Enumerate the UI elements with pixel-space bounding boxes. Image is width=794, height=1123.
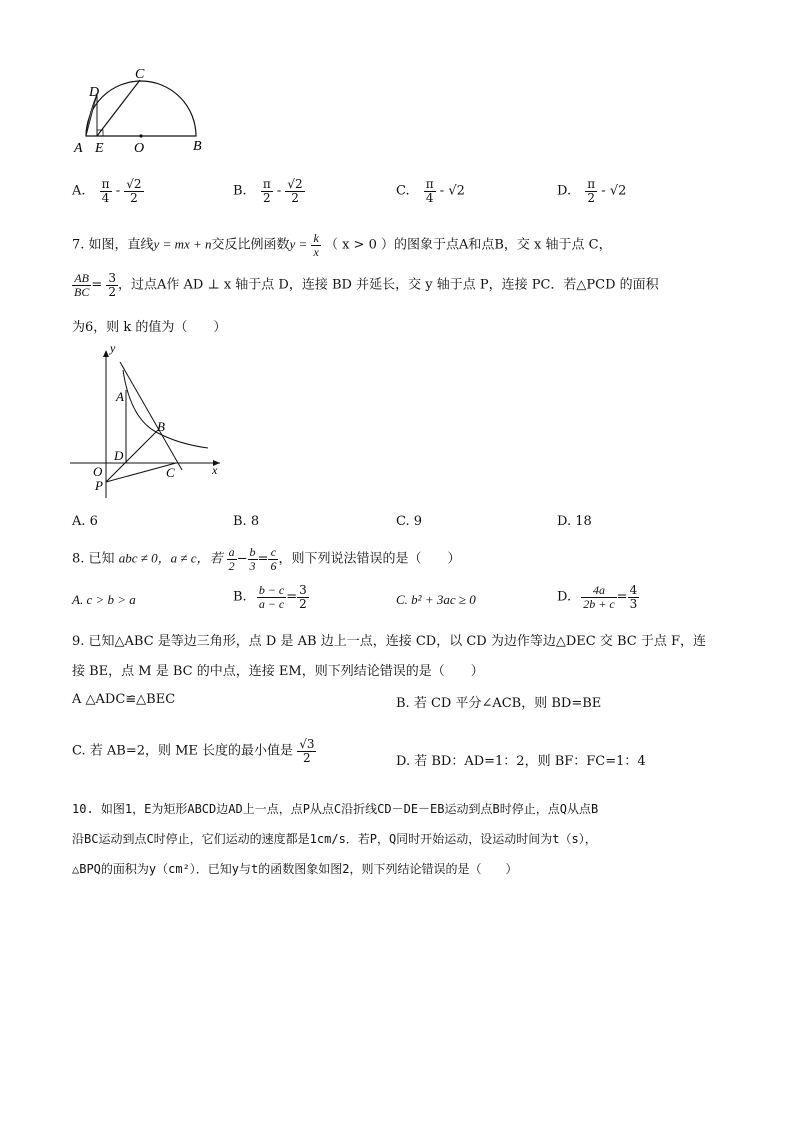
hyperbola-curve — [123, 370, 208, 448]
q9-option-c: C. 若 AB=2，则 ME 长度的最小值是 $\frac{√3}{2}$ — [72, 737, 315, 765]
q6-option-d: D. $\frac{\pi}{2}$ - √2 — [557, 177, 627, 205]
q8-option-b: B. $\frac{b - c}{a - c}$ = $\frac{3}{2}$ — [233, 583, 307, 611]
q9-line1: 9. 已知△ABC 是等边三角形，点 D 是 AB 边上一点，连接 CD，以 CD 为边作等边△DEC 交 BC 于点 F，连 — [72, 634, 706, 649]
label-c: C — [166, 465, 175, 480]
q8-option-d: D. $\frac{4a}{2b + c}$ = $\frac{4}{3}$ — [557, 583, 638, 611]
label-d: D — [89, 85, 100, 100]
q10-line2: 沿BC运动到点C时停止，它们运动的速度都是1cm/s．若P，Q同时开始运动，设运动时间为t（s）， — [72, 832, 597, 846]
label-p: P — [95, 478, 103, 493]
q7-line1: 7. 如图，直线y = mx + n交反比例函数y = $\frac{k}{x}$ （ x > 0 ）的图象于点A和点B，交 x 轴于点 C， — [72, 231, 612, 259]
center-point — [139, 134, 142, 137]
q9-option-d: D. 若 BD：AD=1：2，则 BF：FC=1：4 — [396, 754, 646, 769]
q8-option-a: A. c > b > a — [72, 592, 136, 607]
q6-option-b: B. $\frac{\pi}{2}$ - $\frac{√2}{2}$ — [233, 177, 303, 205]
label-a: A — [116, 389, 124, 404]
q7-line2: $\frac{AB}{BC}$ = $\frac{3}{2}$ ，过点A作 AD ⊥ x 轴于点 D，连接 BD 并延长，交 y 轴于点 P，连接 PC．若△PCD 的面积 — [74, 271, 659, 299]
q7-option-a: A. 6 — [72, 514, 98, 529]
shaded-region — [86, 94, 97, 136]
label-x: x — [212, 463, 218, 477]
semicircle-outline — [86, 81, 196, 136]
label-o: O — [93, 464, 103, 479]
label-b: B — [157, 419, 165, 434]
q8-option-c: C. b² + 3ac ≥ 0 — [396, 592, 476, 607]
semicircle-figure — [66, 64, 216, 156]
q8-stem: 8. 已知 abc ≠ 0，a ≠ c，若 $\frac{a}{2}$ − $\frac{b}{3}$ = $\frac{c}{6}$ ，则下列说法错误的是（ ） — [72, 545, 461, 573]
q7-option-c: C. 9 — [396, 514, 423, 529]
label-d: D — [114, 448, 124, 463]
y-axis-arrow-icon — [103, 350, 109, 357]
label-y: y — [110, 341, 116, 355]
q6-option-a: A. $\frac{\pi}{4}$ - $\frac{√2}{2}$ — [72, 177, 142, 205]
q9-option-b: B. 若 CD 平分∠ACB，则 BD=BE — [396, 696, 602, 711]
q9-line2: 接 BE，点 M 是 BC 的中点，连接 EM，则下列结论错误的是（ ） — [72, 664, 484, 679]
q10-line1: 10. 如图1，E为矩形ABCD边AD上一点，点P从点C沿折线CD－DE－EB运动到点B时停止，点Q从点B — [72, 802, 599, 816]
q7-option-d: D. 18 — [557, 514, 592, 529]
label-b: B — [193, 139, 202, 154]
label-c: C — [135, 67, 145, 82]
segment-ec — [97, 80, 140, 136]
label-o: O — [134, 141, 145, 156]
label-e: E — [95, 141, 104, 156]
line-ac — [120, 362, 182, 470]
q7-option-b: B. 8 — [233, 514, 260, 529]
q6-option-c: C. $\frac{\pi}{4}$ - √2 — [396, 177, 465, 205]
hyperbola-figure — [68, 340, 228, 500]
q7-line3: 为6，则 k 的值为（ ） — [72, 320, 227, 335]
label-a: A — [74, 141, 83, 156]
q9-option-a: A △ADC≌△BEC — [72, 692, 176, 707]
q10-line3: △BPQ的面积为y（cm²）．已知y与t的函数图象如图2，则下列结论错误的是（ ） — [72, 862, 518, 876]
